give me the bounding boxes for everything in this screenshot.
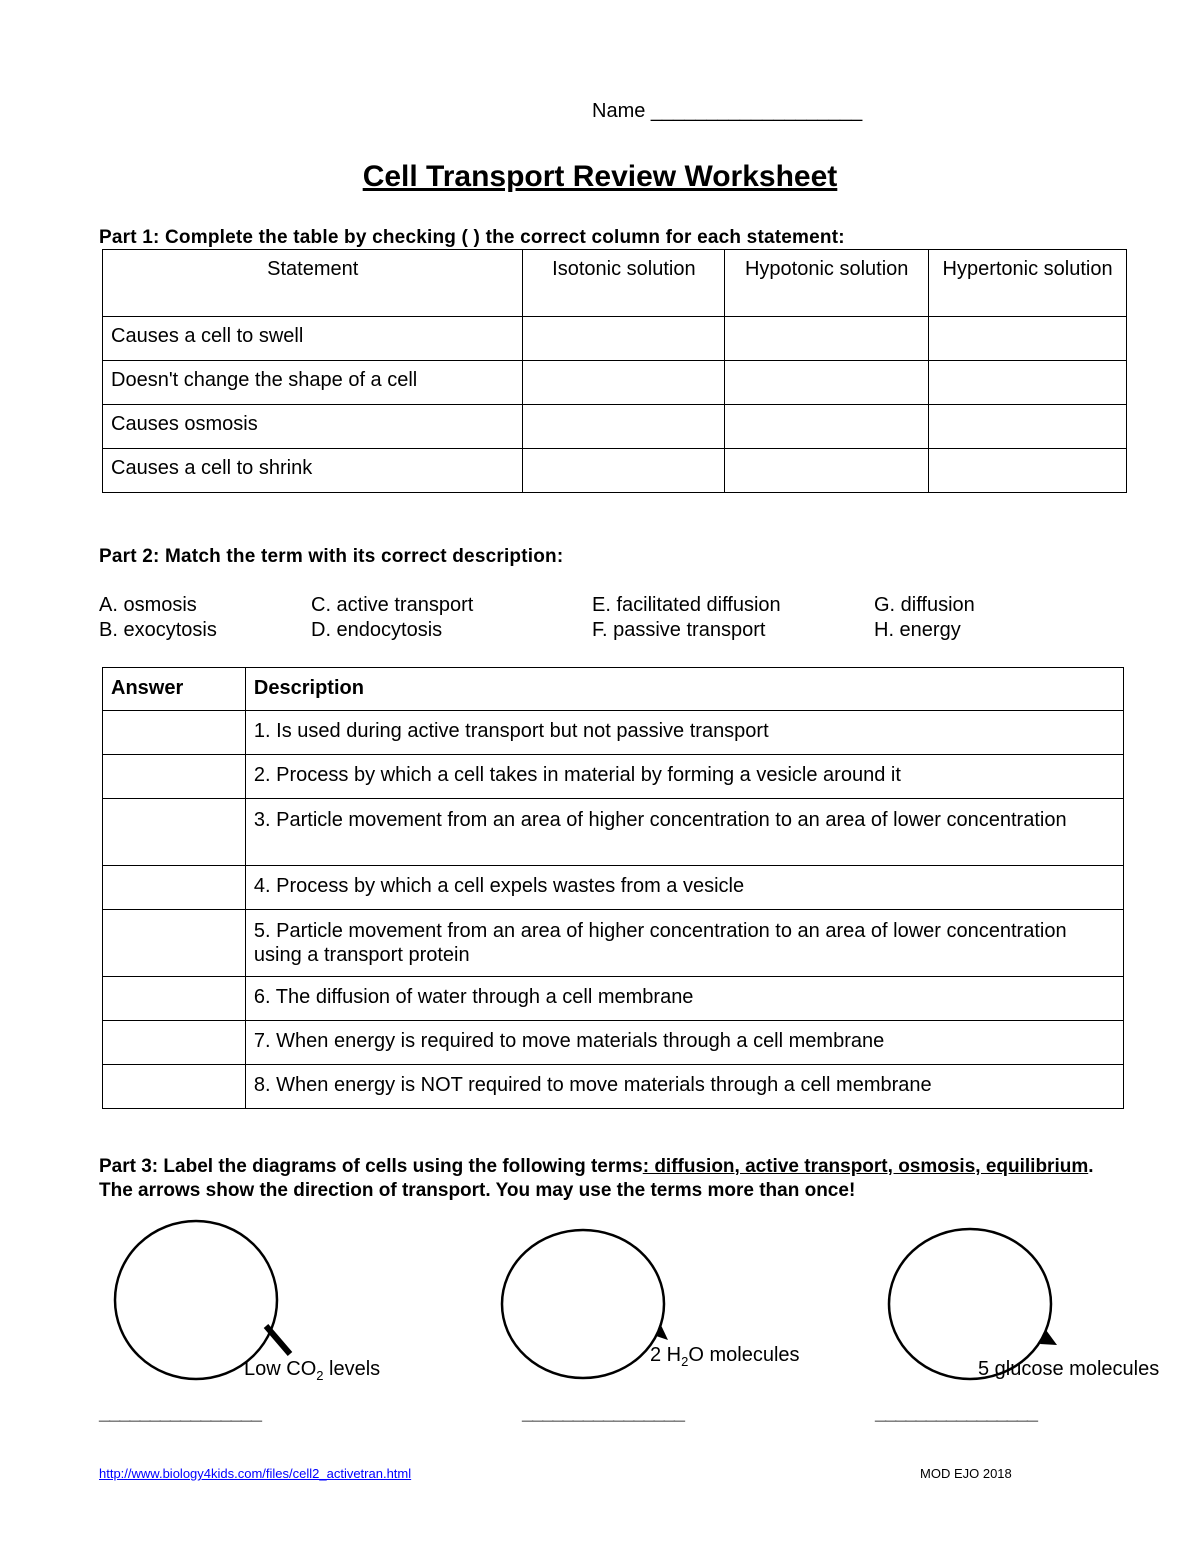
term-e: E. facilitated diffusion [592,594,781,616]
term-column-3 [592,593,781,643]
statement-cell: Causes a cell to shrink [103,449,523,493]
term-c: C. active transport [311,594,474,616]
description-cell: 1. Is used during active transport but not passive transport [245,711,1123,755]
hypotonic-check-cell[interactable] [725,405,929,449]
transport-arrow-2 [656,1323,668,1340]
part2-header-row [103,668,1124,711]
table-row [103,1021,1124,1065]
table-row [103,755,1124,799]
answer-cell[interactable] [103,711,246,755]
term-g: G. diffusion [874,594,975,616]
column-header-statement: Statement [103,250,523,317]
hypotonic-check-cell[interactable] [725,361,929,405]
cell-membrane-1 [115,1221,277,1379]
part1-header-row [103,250,1127,317]
cell-1-answer-blank[interactable]: ________________ [99,1402,261,1424]
cell-diagram-3 [889,1229,1057,1379]
description-cell: 3. Particle movement from an area of higher concentration to an area of lower concentration [245,799,1123,866]
footer-credit: MOD EJO 2018 [920,1466,1012,1481]
table-row [103,799,1124,866]
table-row [103,449,1127,493]
transport-arrow-1 [266,1326,290,1354]
page-title: Cell Transport Review Worksheet [362,160,838,193]
term-a: A. osmosis [99,594,197,616]
column-header-answer: Answer [103,668,246,711]
cell-membrane-3 [889,1229,1051,1379]
answer-cell[interactable] [103,755,246,799]
table-row [103,910,1124,977]
answer-cell[interactable] [103,1021,246,1065]
table-row [103,317,1127,361]
cell-3-label [978,1358,1159,1381]
cell-3-answer-blank[interactable]: ________________ [875,1402,1037,1424]
cell-2-label-pre: 2 H [650,1344,682,1366]
cell-1-label-post: levels [323,1358,381,1380]
description-cell: 5. Particle movement from an area of higher concentration to an area of lower concentration using a transport protein [245,910,1123,977]
part3-terms-list: : diffusion, active transport, osmosis, equilibrium [642,1156,1089,1177]
part1-table [102,249,1127,493]
cell-membrane-2 [502,1230,664,1378]
table-row [103,711,1124,755]
cell-3-label-text: 5 glucose molecules [978,1358,1160,1380]
table-row [103,977,1124,1021]
cell-1-label-pre: Low CO [244,1358,317,1380]
cell-2-label [650,1344,800,1369]
column-header-isotonic: Isotonic solution [523,250,725,317]
term-b: B. exocytosis [99,619,217,641]
description-cell: 6. The diffusion of water through a cell membrane [245,977,1123,1021]
table-row [103,405,1127,449]
column-header-description: Description [245,668,1123,711]
term-column-1 [99,593,217,643]
isotonic-check-cell[interactable] [523,449,725,493]
column-header-hypotonic: Hypotonic solution [725,250,929,317]
statement-cell: Causes osmosis [103,405,523,449]
answer-cell[interactable] [103,799,246,866]
hypertonic-check-cell[interactable] [929,317,1127,361]
term-column-2 [311,593,473,643]
column-header-hypertonic: Hypertonic solution [929,250,1127,317]
cell-diagram-1 [115,1221,290,1379]
part1-instruction: Part 1: Complete the table by checking ( ) the correct column for each statement: [99,227,845,248]
part3-instruction-start: Part 3: Label the diagrams of cells using the following terms [99,1156,643,1177]
term-f: F. passive transport [592,619,766,641]
part3-instruction-end: . The arrows show the direction of transport. You may use the terms more than once! [99,1156,1094,1201]
hypotonic-check-cell[interactable] [725,317,929,361]
cell-2-label-sub: 2 [681,1354,689,1369]
name-field-label[interactable]: Name ___________________ [592,100,863,122]
isotonic-check-cell[interactable] [523,317,725,361]
part2-table [102,667,1124,1109]
description-cell: 7. When energy is required to move materials through a cell membrane [245,1021,1123,1065]
term-d: D. endocytosis [311,619,443,641]
part3-instruction [99,1155,1119,1203]
term-column-4 [874,593,975,643]
statement-cell: Causes a cell to swell [103,317,523,361]
hypertonic-check-cell[interactable] [929,361,1127,405]
cell-2-answer-blank[interactable]: ________________ [522,1402,684,1424]
description-cell: 4. Process by which a cell expels wastes from a vesicle [245,866,1123,910]
footer-link[interactable]: http://www.biology4kids.com/files/cell2_activetran.html [99,1466,412,1481]
table-row [103,1065,1124,1109]
term-h: H. energy [874,619,961,641]
part2-instruction: Part 2: Match the term with its correct description: [99,546,564,567]
isotonic-check-cell[interactable] [523,361,725,405]
answer-cell[interactable] [103,1065,246,1109]
table-row [103,866,1124,910]
statement-cell: Doesn't change the shape of a cell [103,361,523,405]
hypotonic-check-cell[interactable] [725,449,929,493]
hypertonic-check-cell[interactable] [929,449,1127,493]
answer-cell[interactable] [103,866,246,910]
cell-1-label [244,1358,380,1383]
cell-2-label-post: O molecules [688,1344,800,1366]
table-row [103,361,1127,405]
description-cell: 2. Process by which a cell takes in material by forming a vesicle around it [245,755,1123,799]
answer-cell[interactable] [103,977,246,1021]
description-cell: 8. When energy is NOT required to move materials through a cell membrane [245,1065,1123,1109]
cell-1-label-sub: 2 [316,1368,324,1383]
isotonic-check-cell[interactable] [523,405,725,449]
hypertonic-check-cell[interactable] [929,405,1127,449]
answer-cell[interactable] [103,910,246,977]
cell-diagram-2 [502,1230,668,1378]
